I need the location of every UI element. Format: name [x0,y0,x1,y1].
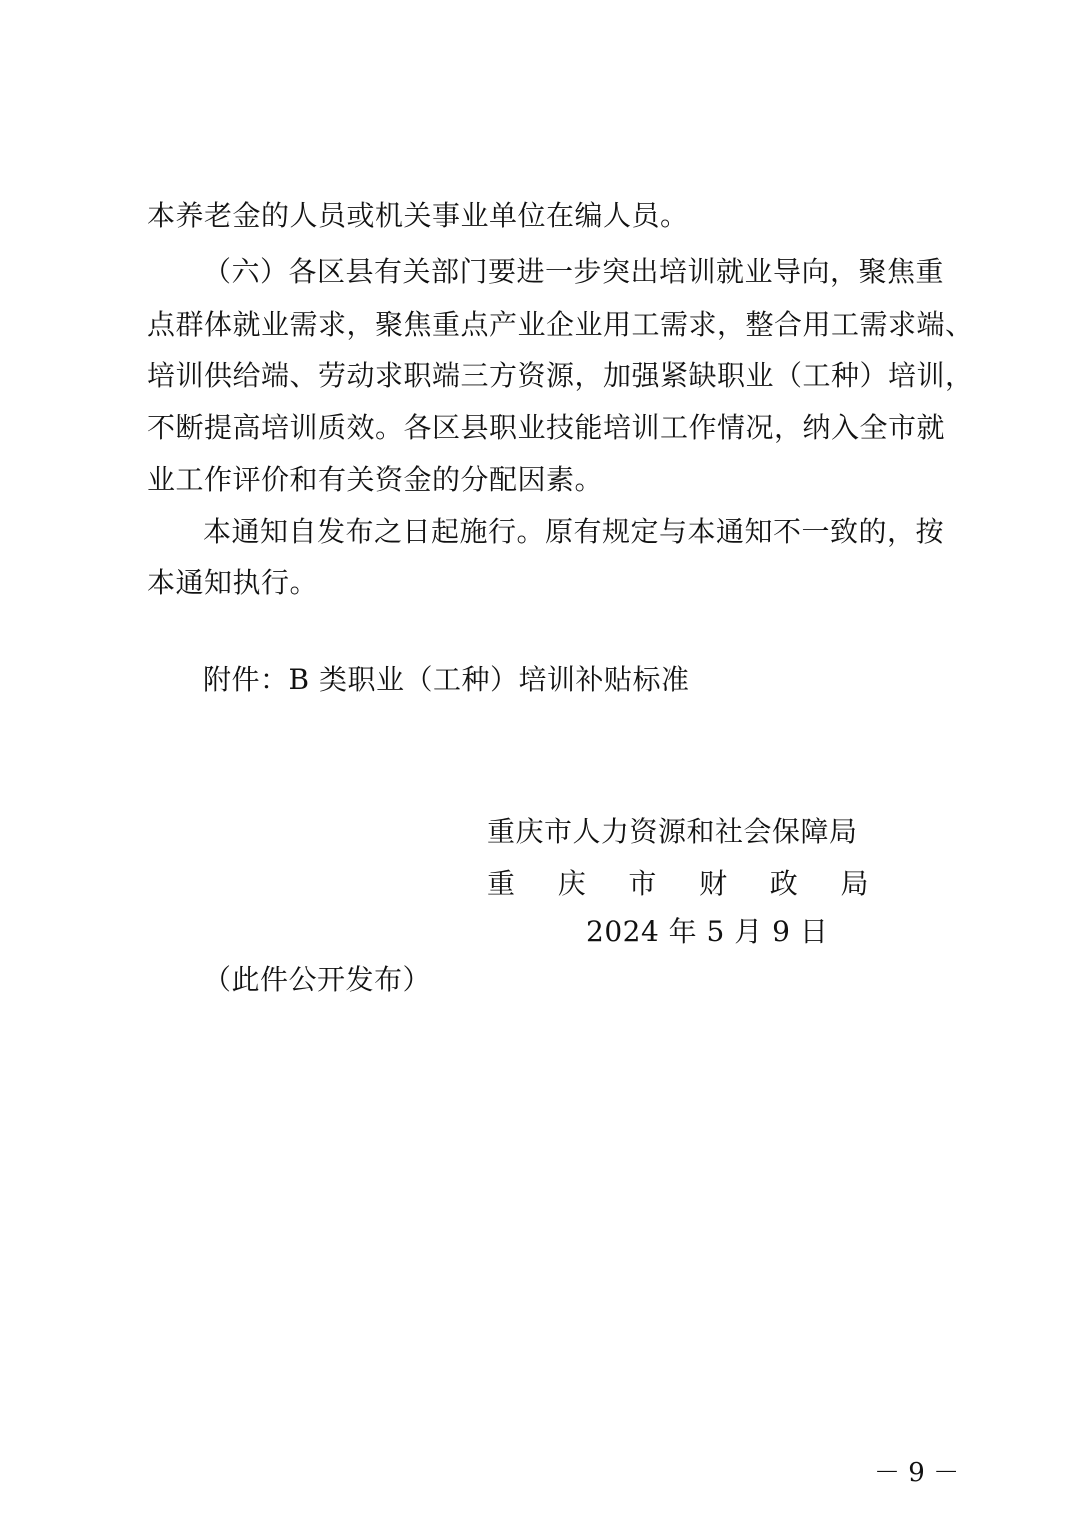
attachment-line: 附件：B 类职业（工种）培训补贴标准 [203,663,690,696]
issuer-char: 庆 [557,867,587,900]
issuer-line-1: 重庆市人力资源和社会保障局 [487,815,858,848]
issuer-char: 政 [769,867,799,900]
paragraph-line: （六）各区县有关部门要进一步突出培训就业导向，聚焦重 [203,255,945,288]
paragraph-line: 本通知执行。 [147,566,319,599]
issuer-char: 局 [840,867,869,900]
release-note: （此件公开发布） [203,963,432,996]
signing-date: 2024 年 5 月 9 日 [586,915,829,948]
paragraph-line: 培训供给端、劳动求职端三方资源，加强紧缺职业（工种）培训， [147,359,974,392]
issuer-char: 重 [487,867,516,900]
paragraph-line: 不断提高培训质效。各区县职业技能培训工作情况，纳入全市就 [147,411,946,444]
issuer-char: 财 [699,867,728,900]
paragraph-line: 点群体就业需求，聚焦重点产业企业用工需求，整合用工需求端、 [147,308,974,341]
issuer-line-2 [487,864,869,904]
paragraph-line: 业工作评价和有关资金的分配因素。 [147,463,604,496]
paragraph-line: 本通知自发布之日起施行。原有规定与本通知不一致的，按 [203,515,945,548]
paragraph-line: 本养老金的人员或机关事业单位在编人员。 [147,199,689,232]
issuer-char: 市 [628,867,657,900]
page-number: － 9 － [874,1458,960,1488]
